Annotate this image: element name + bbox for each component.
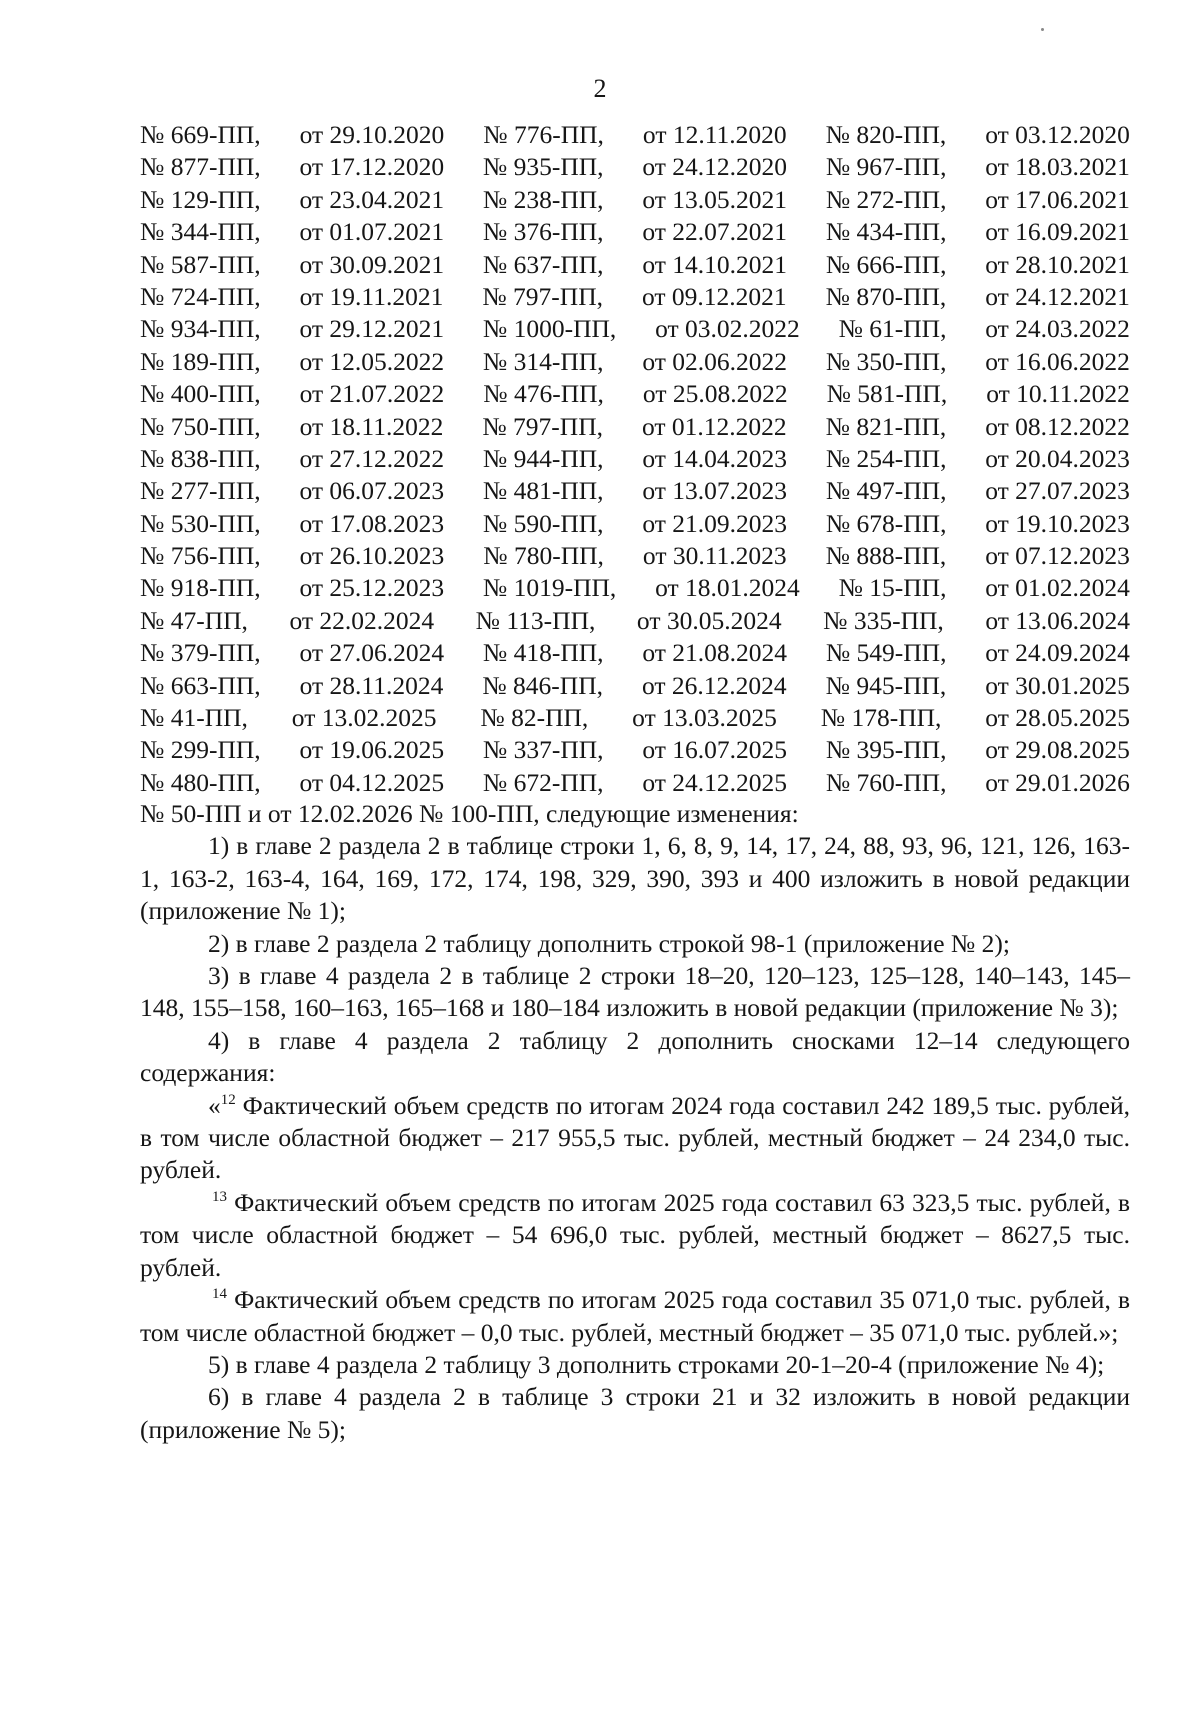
resolution-date: от 13.05.2021 [642, 184, 788, 214]
resolution-number: № 418-ПП, [482, 638, 604, 668]
amendment-item-6: 6) в главе 4 раздела 2 в таблице 3 строки 21 и 32 изложить в новой редакции (приложение № 5); [140, 1382, 1130, 1444]
resolution-date: от 17.12.2020 [299, 152, 445, 182]
resolution-number: № 756-ПП, [140, 541, 261, 571]
resolution-date: от 21.09.2023 [642, 508, 788, 538]
resolution-date: от 17.06.2021 [985, 184, 1130, 214]
resolution-number: № 335-ПП, [823, 605, 944, 635]
resolution-date: от 30.05.2024 [636, 605, 782, 635]
amendment-item-3: 3) в главе 4 раздела 2 в таблице 2 строки 18–20, 120–123, 125–128, 140–143, 145–148, 155–158, 160–163, 165–168 и 180–184 изложить в новой редакции (приложение № 3); [140, 961, 1130, 1023]
resolution-date: от 27.07.2023 [985, 476, 1130, 506]
resolution-date: от 24.12.2020 [642, 152, 788, 182]
resolution-number: № 400-ПП, [140, 379, 261, 409]
resolution-number: № 434-ПП, [825, 217, 947, 247]
resolution-date: от 09.12.2021 [641, 281, 787, 311]
resolution-date: от 24.12.2025 [642, 767, 788, 797]
footnote-text-12: Фактический объем средств по итогам 2024 года составил 242 189,5 тыс. рублей, в том числе областной бюджет – 217 955,5 тыс. рублей, местный бюджет – 24 234,0 тыс. рублей. [140, 1090, 1130, 1185]
resolution-number: № 299-ПП, [140, 735, 261, 765]
resolution-number: № 277-ПП, [140, 476, 261, 506]
resolution-number: № 780-ПП, [483, 541, 604, 571]
resolution-number: № 888-ПП, [825, 541, 947, 571]
resolution-number: № 587-ПП, [140, 249, 261, 279]
resolution-number: № 178-ПП, [820, 703, 942, 733]
resolution-date: от 29.12.2021 [299, 314, 445, 344]
amendment-item-5: 5) в главе 4 раздела 2 таблицу 3 дополнить строками 20-1–20-4 (приложение № 4); [208, 1349, 1105, 1379]
resolution-number: № 129-ПП, [140, 184, 261, 214]
resolution-row [140, 119, 1130, 151]
resolution-date: от 27.06.2024 [299, 638, 445, 668]
resolution-number: № 797-ПП, [482, 411, 603, 441]
resolution-date: от 26.10.2023 [299, 541, 445, 571]
resolution-date: от 17.08.2023 [299, 508, 445, 538]
resolution-date: от 13.02.2025 [291, 703, 437, 733]
resolution-number: № 678-ПП, [825, 508, 947, 538]
resolution-number: № 967-ПП, [825, 152, 947, 182]
resolution-row [140, 475, 1130, 507]
resolution-number: № 637-ПП, [482, 249, 604, 279]
resolution-number: № 581-ПП, [826, 379, 948, 409]
resolution-date: от 25.08.2022 [642, 379, 788, 409]
resolution-date: от 22.07.2021 [642, 217, 788, 247]
footnote-mark-13: 13 [212, 1188, 227, 1205]
resolution-number: № 672-ПП, [482, 767, 604, 797]
resolution-number: № 797-ПП, [482, 281, 603, 311]
resolution-number: № 314-ПП, [482, 346, 604, 376]
lead-line: № 50-ПП и от 12.02.2026 № 100-ПП, следующие изменения: [140, 799, 799, 828]
resolution-number: № 350-ПП, [825, 346, 947, 376]
document-body [140, 798, 1130, 1446]
resolution-row [140, 637, 1130, 669]
resolution-row [140, 734, 1130, 766]
resolution-date: от 18.11.2022 [299, 411, 444, 441]
resolution-number: № 379-ПП, [140, 638, 261, 668]
resolution-number: № 590-ПП, [482, 508, 604, 538]
resolution-number: № 15-ПП, [838, 573, 947, 603]
resolution-date: от 01.02.2024 [985, 573, 1130, 603]
footnote-text-13: Фактический объем средств по итогам 2025 года составил 63 323,5 тыс. рублей, в том числе областной бюджет – 54 696,0 тыс. рублей, местный бюджет – 8627,5 тыс. рублей. [140, 1187, 1130, 1282]
resolution-date: от 21.07.2022 [299, 379, 445, 409]
resolution-number: № 776-ПП, [483, 120, 604, 149]
resolution-number: № 189-ПП, [140, 346, 261, 376]
resolution-number: № 1000-ПП, [482, 314, 617, 344]
resolution-number: № 549-ПП, [825, 638, 947, 668]
resolution-number: № 1019-ПП, [482, 573, 617, 603]
resolution-date: от 24.09.2024 [985, 638, 1130, 668]
resolution-number: № 41-ПП, [140, 703, 248, 733]
resolution-date: от 30.11.2023 [642, 541, 787, 571]
resolution-row [140, 184, 1130, 216]
resolution-row [140, 151, 1130, 183]
resolution-date: от 08.12.2022 [985, 411, 1130, 441]
resolution-number: № 935-ПП, [482, 152, 604, 182]
resolution-date: от 10.11.2022 [986, 379, 1130, 409]
resolution-number: № 846-ПП, [482, 670, 603, 700]
resolution-number: № 272-ПП, [825, 184, 947, 214]
resolution-number: № 530-ПП, [140, 508, 261, 538]
resolution-date: от 28.10.2021 [985, 249, 1130, 279]
resolution-number: № 918-ПП, [140, 573, 261, 603]
resolution-number: № 344-ПП, [140, 217, 261, 247]
resolution-number: № 395-ПП, [825, 735, 947, 765]
footnote-14 [140, 1284, 1130, 1349]
resolution-row [140, 346, 1130, 378]
footnote-mark-12: 12 [220, 1091, 236, 1108]
resolution-number: № 945-ПП, [825, 670, 947, 700]
resolution-number: № 376-ПП, [482, 217, 604, 247]
amendment-item-1: 1) в главе 2 раздела 2 в таблице строки 1, 6, 8, 9, 14, 17, 24, 88, 93, 96, 121, 126, 163-1, 163-2, 163-4, 164, 169, 172, 174, 198, 329, 390, 393 и 400 изложить в новой редакции (приложение № 1); [140, 831, 1130, 926]
resolution-date: от 01.07.2021 [299, 217, 445, 247]
resolution-number: № 254-ПП, [825, 443, 947, 473]
resolution-number: № 666-ПП, [825, 249, 947, 279]
resolution-date: от 16.09.2021 [985, 217, 1130, 247]
resolution-number: № 838-ПП, [140, 443, 261, 473]
resolution-number: № 113-ПП, [475, 605, 596, 635]
resolution-list [140, 119, 1130, 799]
resolution-date: от 01.12.2022 [641, 411, 787, 441]
resolution-date: от 21.08.2024 [642, 638, 788, 668]
resolution-row [140, 508, 1130, 540]
footnote-12 [140, 1090, 1130, 1187]
resolution-date: от 19.10.2023 [985, 508, 1130, 538]
resolution-date: от 24.12.2021 [985, 281, 1130, 311]
resolution-date: от 27.12.2022 [299, 443, 445, 473]
resolution-row [140, 313, 1130, 345]
resolution-row [140, 540, 1130, 572]
resolution-row [140, 378, 1130, 410]
resolution-date: от 02.06.2022 [642, 346, 788, 376]
resolution-row [140, 767, 1130, 799]
footnote-open-quote: « [208, 1090, 221, 1120]
resolution-number: № 669-ПП, [140, 120, 261, 149]
resolution-row [140, 281, 1130, 313]
footnote-mark-14: 14 [212, 1286, 227, 1303]
resolution-date: от 24.03.2022 [985, 314, 1130, 344]
resolution-row [140, 443, 1130, 475]
resolution-date: от 16.06.2022 [985, 346, 1130, 376]
resolution-date: от 29.08.2025 [985, 735, 1130, 765]
resolution-date: от 13.06.2024 [985, 605, 1130, 635]
resolution-number: № 481-ПП, [482, 476, 604, 506]
resolution-date: от 06.07.2023 [299, 476, 445, 506]
resolution-number: № 337-ПП, [482, 735, 604, 765]
resolution-date: от 13.03.2025 [632, 703, 777, 733]
page-number: 2 [593, 74, 607, 103]
resolution-date: от 03.02.2022 [655, 314, 800, 344]
resolution-date: от 19.06.2025 [299, 735, 445, 765]
resolution-date: от 18.03.2021 [985, 152, 1130, 182]
resolution-date: от 16.07.2025 [642, 735, 788, 765]
amendment-item-4: 4) в главе 4 раздела 2 таблицу 2 дополнить сносками 12–14 следующего содержания: [140, 1025, 1130, 1088]
resolution-number: № 476-ПП, [483, 379, 604, 409]
resolution-number: № 724-ПП, [140, 281, 261, 311]
resolution-number: № 238-ПП, [482, 184, 604, 214]
resolution-number: № 934-ПП, [140, 314, 261, 344]
resolution-number: № 61-ПП, [838, 314, 947, 344]
resolution-number: № 821-ПП, [825, 411, 947, 441]
resolution-row [140, 249, 1130, 281]
resolution-number: № 47-ПП, [140, 605, 248, 635]
resolution-row [140, 572, 1130, 604]
resolution-number: № 870-ПП, [825, 281, 947, 311]
resolution-date: от 19.11.2021 [299, 281, 444, 311]
resolution-date: от 07.12.2023 [985, 541, 1130, 571]
resolution-row [140, 411, 1130, 443]
resolution-date: от 29.10.2020 [299, 120, 445, 149]
resolution-number: № 663-ПП, [140, 670, 261, 700]
resolution-date: от 28.05.2025 [985, 703, 1130, 733]
resolution-number: № 480-ПП, [140, 767, 261, 797]
scan-speck [1041, 28, 1044, 31]
resolution-number: № 82-ПП, [480, 703, 589, 733]
resolution-number: № 944-ПП, [482, 443, 604, 473]
resolution-date: от 29.01.2026 [985, 767, 1130, 797]
footnote-text-14: Фактический объем средств по итогам 2025 года составил 35 071,0 тыс. рублей, в том числе областной бюджет – 0,0 тыс. рублей, местный бюджет – 35 071,0 тыс. рублей.»; [140, 1285, 1130, 1347]
resolution-date: от 25.12.2023 [299, 573, 445, 603]
resolution-date: от 26.12.2024 [641, 670, 787, 700]
footnote-13 [140, 1187, 1130, 1284]
resolution-date: от 14.04.2023 [642, 443, 788, 473]
resolution-date: от 28.11.2024 [299, 670, 444, 700]
resolution-row [140, 670, 1130, 702]
resolution-row [140, 216, 1130, 248]
resolution-date: от 14.10.2021 [642, 249, 788, 279]
resolution-date: от 03.12.2020 [985, 120, 1130, 149]
resolution-number: № 877-ПП, [140, 152, 261, 182]
resolution-date: от 04.12.2025 [299, 767, 445, 797]
resolution-number: № 820-ПП, [825, 120, 947, 149]
resolution-date: от 20.04.2023 [985, 443, 1130, 473]
resolution-number: № 750-ПП, [140, 411, 261, 441]
resolution-date: от 12.11.2020 [642, 120, 787, 149]
resolution-date: от 22.02.2024 [289, 605, 435, 635]
resolution-row [140, 702, 1130, 734]
resolution-date: от 18.01.2024 [655, 573, 800, 603]
resolution-date: от 13.07.2023 [642, 476, 788, 506]
resolution-number: № 497-ПП, [825, 476, 947, 506]
resolution-date: от 30.01.2025 [985, 670, 1130, 700]
resolution-number: № 760-ПП, [825, 767, 947, 797]
resolution-date: от 12.05.2022 [299, 346, 445, 376]
resolution-date: от 30.09.2021 [299, 249, 445, 279]
resolution-date: от 23.04.2021 [299, 184, 445, 214]
resolution-row [140, 605, 1130, 637]
amendment-item-2: 2) в главе 2 раздела 2 таблицу дополнить строкой 98-1 (приложение № 2); [208, 928, 1010, 958]
